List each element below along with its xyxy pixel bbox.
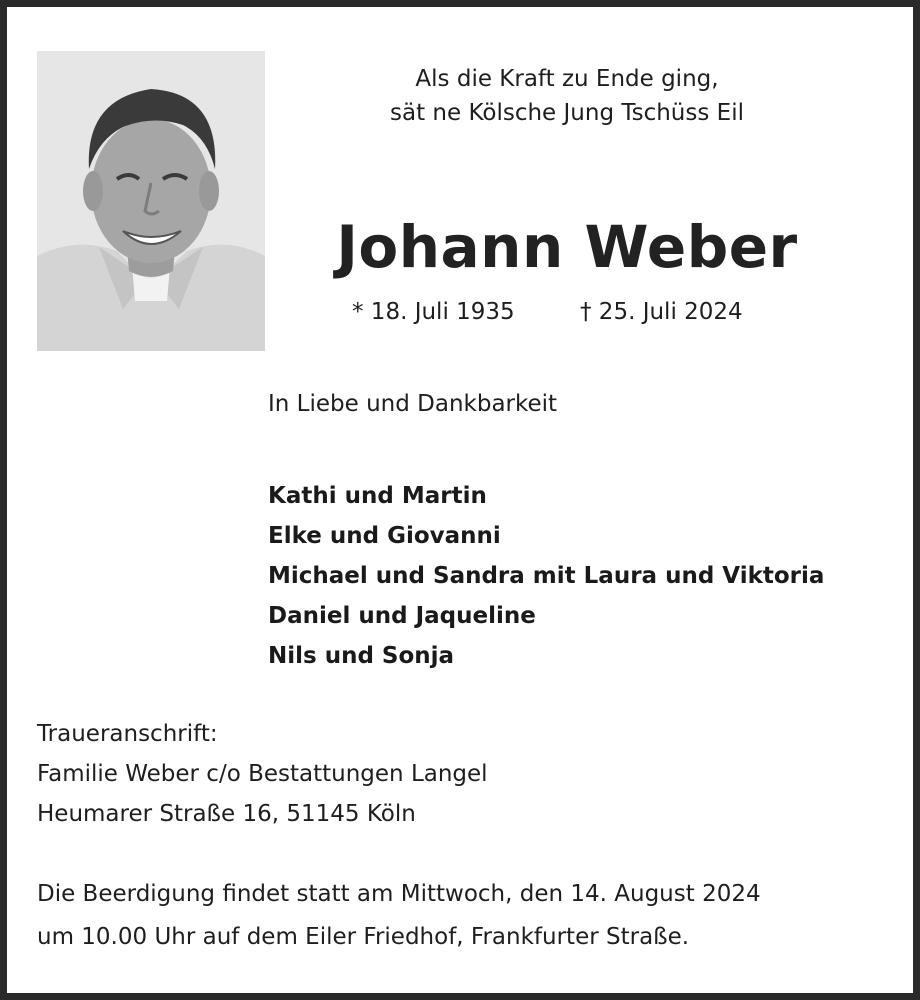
- mourners-list: [268, 476, 824, 676]
- mourner-entry: Michael und Sandra mit Laura und Viktoria: [268, 563, 825, 589]
- portrait-photo: [37, 51, 265, 351]
- mourner-entry: Elke und Giovanni: [268, 523, 501, 549]
- deceased-name: Johann Weber: [336, 213, 798, 281]
- death-date: † 25. Juli 2024: [580, 299, 743, 325]
- mourner-entry: Nils und Sonja: [268, 643, 455, 669]
- motto-line-2: sät ne Kölsche Jung Tschüss Eil: [390, 100, 744, 126]
- address-line-2: Heumarer Straße 16, 51145 Köln: [37, 801, 416, 827]
- mourner-entry: Daniel und Jaqueline: [268, 603, 536, 629]
- portrait-illustration: [37, 51, 265, 351]
- address-label: Traueranschrift:: [37, 721, 218, 747]
- mourning-address: [37, 714, 488, 834]
- motto-line-1: Als die Kraft zu Ende ging,: [415, 66, 719, 92]
- funeral-line-1: Die Beerdigung findet statt am Mittwoch, den 14. August 2024: [37, 881, 761, 907]
- mourner-entry: Kathi und Martin: [268, 483, 487, 509]
- dedication-text: In Liebe und Dankbarkeit: [268, 391, 558, 417]
- motto: [307, 62, 827, 130]
- birth-date: * 18. Juli 1935: [352, 299, 515, 325]
- funeral-line-2: um 10.00 Uhr auf dem Eiler Friedhof, Frankfurter Straße.: [37, 924, 690, 950]
- funeral-info: [37, 873, 761, 959]
- address-line-1: Familie Weber c/o Bestattungen Langel: [37, 761, 488, 787]
